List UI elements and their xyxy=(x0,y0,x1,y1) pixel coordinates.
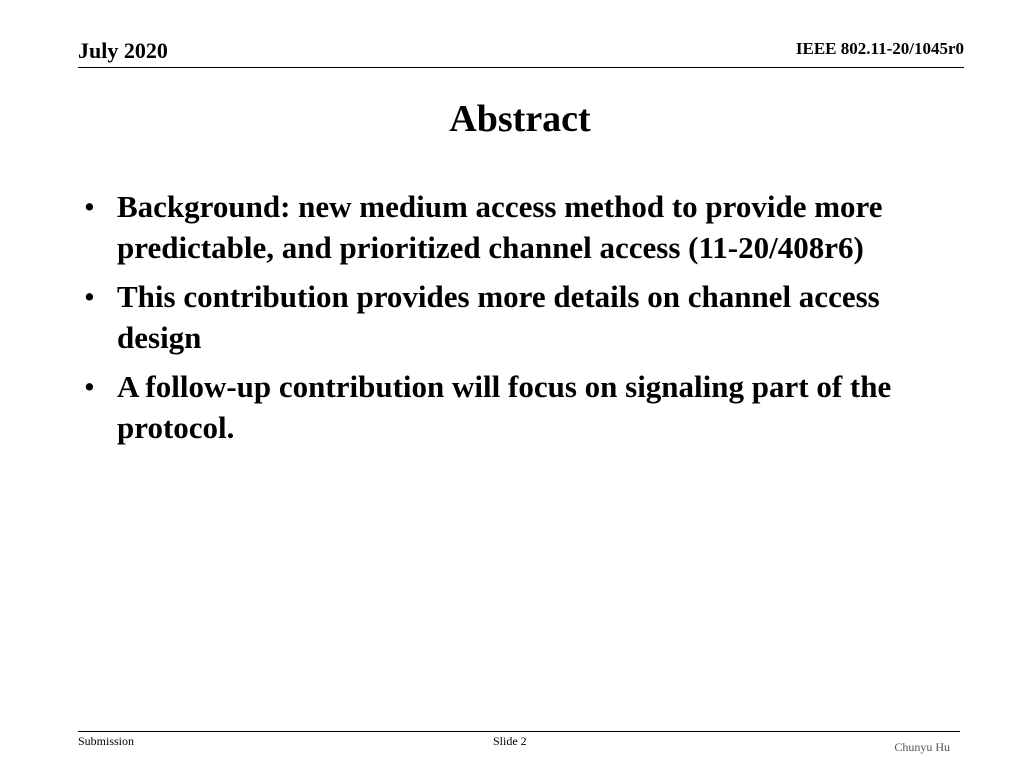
footer-divider xyxy=(78,731,960,732)
header-document-id: IEEE 802.11-20/1045r0 xyxy=(795,39,964,58)
footer-author: Chunyu Hu xyxy=(894,740,950,754)
bullet-item-background xyxy=(84,186,924,268)
bullet-marker: • xyxy=(84,279,95,314)
bullet-list xyxy=(84,186,924,456)
bullet-marker: • xyxy=(84,189,95,224)
footer-slide-number: Slide 2 xyxy=(493,734,527,748)
bullet-text: Background: new medium access method to provide more predictable, and prioritized channel access (11-20/408r6) xyxy=(117,189,883,265)
slide-title: Abstract xyxy=(449,98,591,140)
bullet-item-contribution xyxy=(84,276,924,358)
footer-submission-label: Submission xyxy=(78,734,135,748)
bullet-text: This contribution provides more details on channel access design xyxy=(117,279,880,355)
bullet-item-follow-up xyxy=(84,366,924,448)
bullet-text: A follow-up contribution will focus on signaling part of the protocol. xyxy=(117,369,892,445)
header-divider xyxy=(78,67,964,68)
header-date: July 2020 xyxy=(78,38,168,63)
bullet-marker: • xyxy=(84,369,95,404)
